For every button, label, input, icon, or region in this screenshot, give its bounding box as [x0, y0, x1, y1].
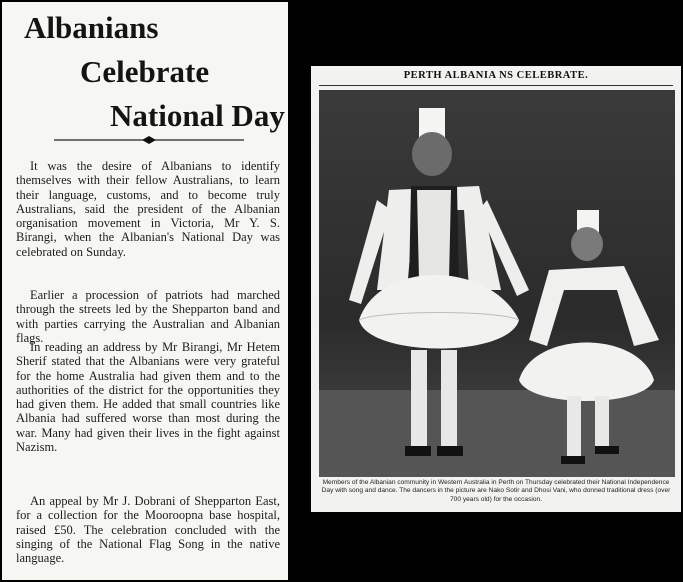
headline-line: Celebrate	[80, 54, 210, 89]
divider-ornament	[54, 136, 244, 144]
article-paragraph: An appeal by Mr J. Dobrani of Shepparton East, for a collection for the Mooroopna base hospital, raised £50. The celebration concluded with the singing of the National Flag Song in the native language.	[16, 494, 280, 566]
dancers-photo	[319, 90, 675, 477]
dancers-illustration	[319, 90, 675, 477]
title-rule	[319, 85, 673, 86]
photo-clipping	[311, 66, 681, 512]
article-clipping	[2, 2, 288, 580]
photo-caption: Members of the Albanian community in Western Australia in Perth on Thursday celebrated their National Independence Day with song and dance. The dancers in the picture are Nako Sotir and Dhosi Vani, who donned traditional dress (over 700 years old) for the occasion.	[321, 479, 671, 503]
article-paragraph: In reading an address by Mr Birangi, Mr Hetem Sherif stated that the Albanians were very grateful for the home Australia had given them and to the authorities of the district for the opportunities they had given them. He added that small countries like Albania had suffered worse than most during the war. Many had given their lives in the fight against Nazism.	[16, 340, 280, 455]
article-paragraph: Earlier a procession of patriots had marched through the streets led by the Shepparton band and with parties carrying the Australian and Albanian flags.	[16, 288, 280, 345]
photo-title: PERTH ALBANIA NS CELEBRATE.	[403, 70, 589, 81]
headline-line: National Day	[110, 98, 285, 133]
headline-line: Albanians	[24, 10, 159, 45]
article-paragraph: It was the desire of Albanians to identify themselves with their fellow Australians, to learn their language, customs, and to become truly Australians, said the president of the Albanian organisation movement in Victoria, Mr Y. S. Birangi, when the Albanian's National Day was celebrated on Sunday.	[16, 159, 280, 259]
headline	[24, 6, 284, 138]
